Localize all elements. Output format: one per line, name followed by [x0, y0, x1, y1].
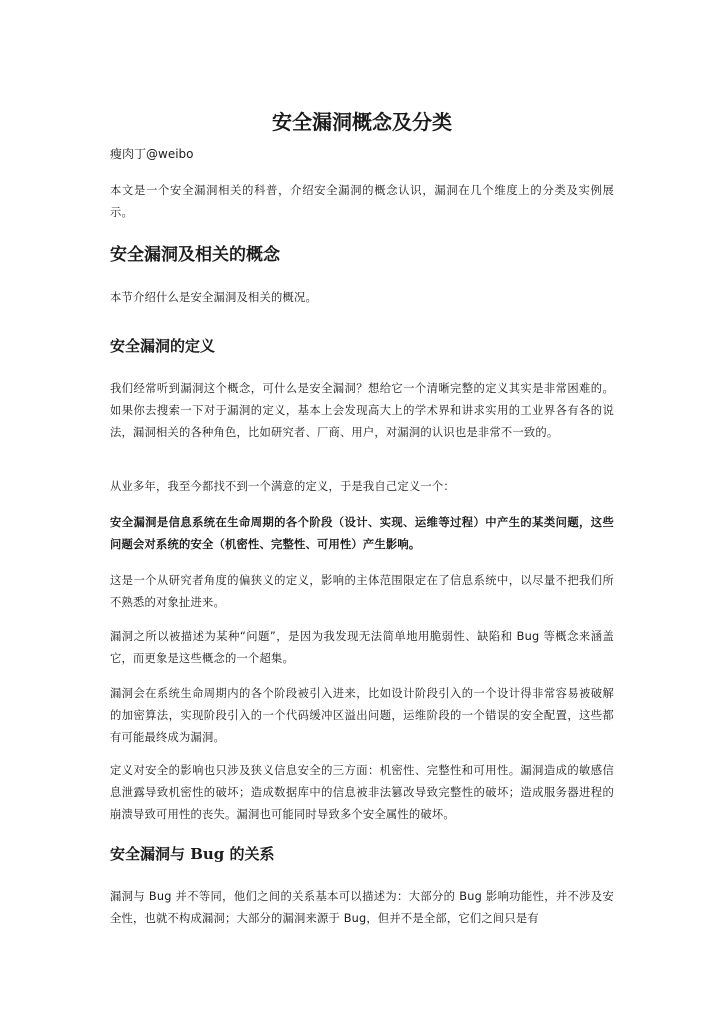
definition-paragraph-7: 定义对安全的影响也只涉及狭义信息安全的三方面：机密性、完整性和可用性。漏洞造成的敏感信息泄露导致机密性的破坏；造成数据库中的信息被非法篡改导致完整性的破坏；造成服务器进程的崩溃导致可用性的丧失。漏洞也可能同时导致多个安全属性的破坏。 — [110, 764, 614, 821]
intro-paragraph: 本文是一个安全漏洞相关的科普，介绍安全漏洞的概念认识，漏洞在几个维度上的分类及实例展示。 — [110, 184, 614, 219]
document-title: 安全漏洞概念及分类 — [272, 110, 452, 134]
author-line: 瘦肉丁@weibo — [110, 147, 194, 161]
definition-paragraph-6: 漏洞会在系统生命周期内的各个阶段被引入进来，比如设计阶段引入的一个设计得非常容易被破解的加密算法，实现阶段引入的一个代码缓冲区溢出问题，运维阶段的一个错误的安全配置，这些都有可能最终成为漏洞。 — [110, 687, 614, 744]
definition-statement-bold: 安全漏洞是信息系统在生命周期的各个阶段（设计、实现、运维等过程）中产生的某类问题，这些问题会对系统的安全（机密性、完整性、可用性）产生影响。 — [110, 516, 614, 551]
subsection-heading-definition: 安全漏洞的定义 — [110, 337, 216, 355]
definition-paragraph-2: 从业多年，我至今都找不到一个满意的定义，于是我自己定义一个： — [110, 480, 455, 493]
definition-paragraph-1: 我们经常听到漏洞这个概念，可什么是安全漏洞？想给它一个清晰完整的定义其实是非常困难的。如果你去搜索一下对于漏洞的定义，基本上会发现高大上的学术界和讲求实用的工业界各有各的说法，漏洞相关的各种角色，比如研究者、厂商、用户，对漏洞的认识也是非常不一致的。 — [110, 382, 614, 439]
definition-paragraph-4: 这是一个从研究者角度的偏狭义的定义，影响的主体范围限定在了信息系统中，以尽量不把我们所不熟悉的对象扯进来。 — [110, 574, 614, 609]
section-heading-concepts: 安全漏洞及相关的概念 — [110, 245, 280, 265]
definition-paragraph-5: 漏洞之所以被描述为某种“问题”，是因为我发现无法简单地用脆弱性、缺陷和 Bug 等概念来涵盖它，而更象是这些概念的一个超集。 — [110, 630, 614, 665]
subsection-heading-bug-relation: 安全漏洞与 Bug 的关系 — [110, 845, 275, 863]
bug-relation-paragraph-1: 漏洞与 Bug 并不等同，他们之间的关系基本可以描述为：大部分的 Bug 影响功能性，并不涉及安全性，也就不构成漏洞；大部分的漏洞来源于 Bug，但并不是全部，它们之间只是有 — [110, 890, 614, 925]
section-intro-paragraph: 本节介绍什么是安全漏洞及相关的概况。 — [110, 291, 317, 304]
